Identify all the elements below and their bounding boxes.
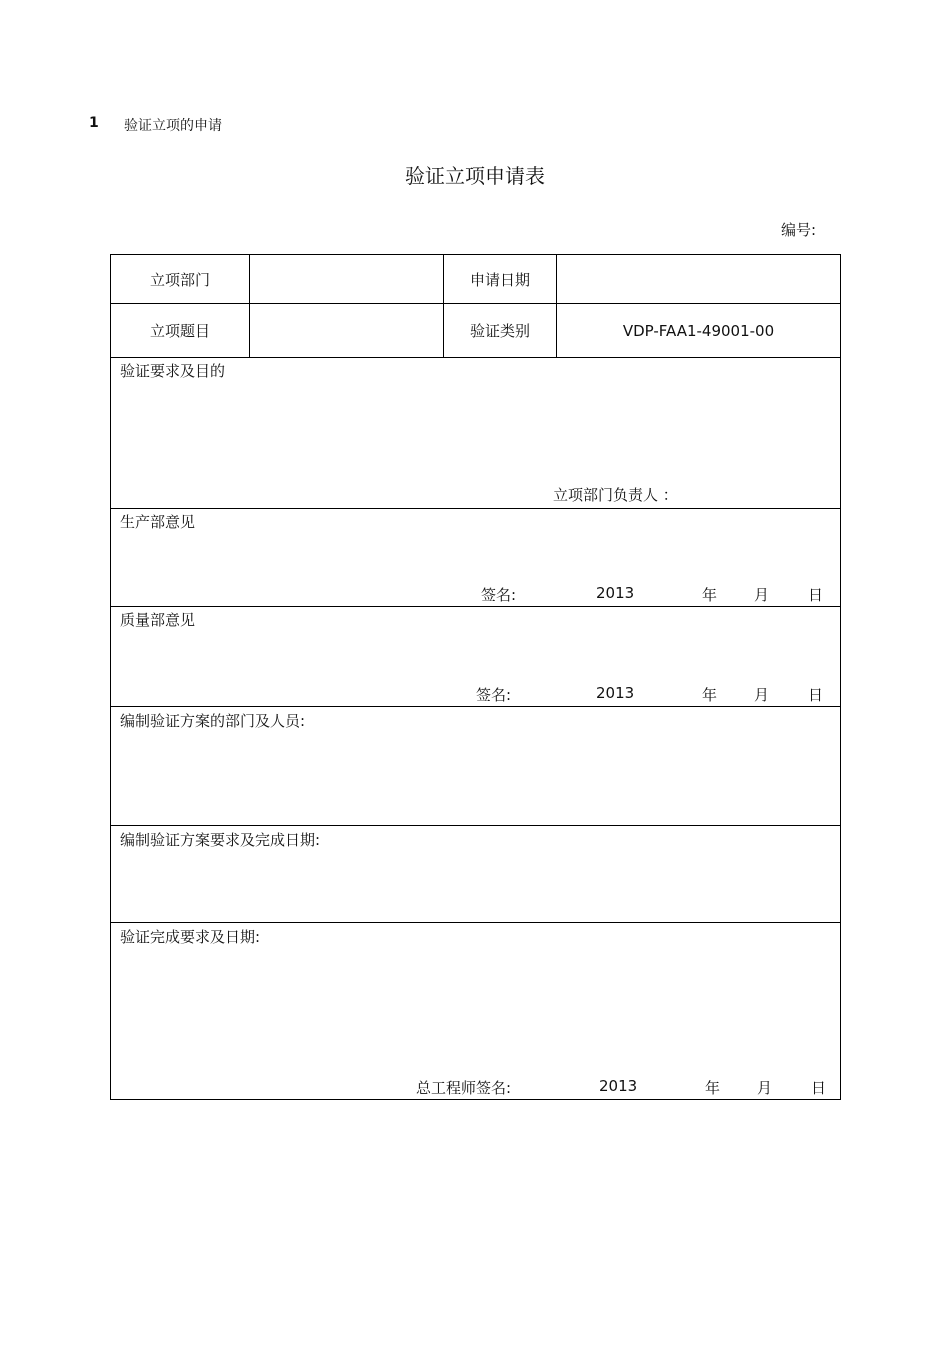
subject-label: 立项题目 xyxy=(149,322,210,340)
completion-sign-year: 2013 xyxy=(599,1077,638,1095)
application-form xyxy=(110,254,841,1100)
production-sign-label: 签名: xyxy=(481,586,517,604)
plan-requirements-label: 编制验证方案要求及完成日期: xyxy=(120,831,321,849)
dept-label: 立项部门 xyxy=(149,270,210,289)
quality-sign-year: 2013 xyxy=(596,684,635,702)
production-month-unit: 月 xyxy=(754,586,770,604)
row-divider xyxy=(111,825,840,826)
category-label: 验证类别 xyxy=(469,322,530,340)
completion-label: 验证完成要求及日期: xyxy=(120,928,261,946)
production-day-unit: 日 xyxy=(808,586,824,604)
dept-head-sign-label: 立项部门负责人 ： xyxy=(553,486,678,504)
row-divider xyxy=(111,706,840,707)
section-number: 1 xyxy=(89,115,99,131)
subject-field[interactable] xyxy=(250,304,443,357)
section-title: 验证立项的申请 xyxy=(124,118,222,134)
document-title: 验证立项申请表 xyxy=(405,164,545,188)
production-year-unit: 年 xyxy=(702,586,718,604)
completion-year-unit: 年 xyxy=(705,1079,721,1097)
completion-day-unit: 日 xyxy=(811,1079,827,1097)
category-value: VDP-FAA1-49001-00 xyxy=(622,321,775,340)
requirements-label: 验证要求及目的 xyxy=(120,362,226,380)
row-divider xyxy=(111,508,840,509)
quality-day-unit: 日 xyxy=(808,686,824,704)
completion-month-unit: 月 xyxy=(757,1079,773,1097)
quality-sign-label: 签名: xyxy=(476,686,512,704)
quality-opinion-label: 质量部意见 xyxy=(120,611,196,629)
row-divider xyxy=(111,606,840,607)
quality-month-unit: 月 xyxy=(754,686,770,704)
dept-field[interactable] xyxy=(250,255,443,303)
production-sign-year: 2013 xyxy=(596,584,635,602)
document-number-label: 编号: xyxy=(781,221,817,239)
plan-dept-label: 编制验证方案的部门及人员: xyxy=(120,712,306,730)
row-divider xyxy=(111,922,840,923)
date-field[interactable] xyxy=(557,255,840,303)
quality-year-unit: 年 xyxy=(702,686,718,704)
row-divider xyxy=(111,357,840,358)
production-opinion-label: 生产部意见 xyxy=(120,513,196,531)
chief-engineer-sign-label: 总工程师签名: xyxy=(416,1079,512,1097)
date-label: 申请日期 xyxy=(469,270,530,289)
